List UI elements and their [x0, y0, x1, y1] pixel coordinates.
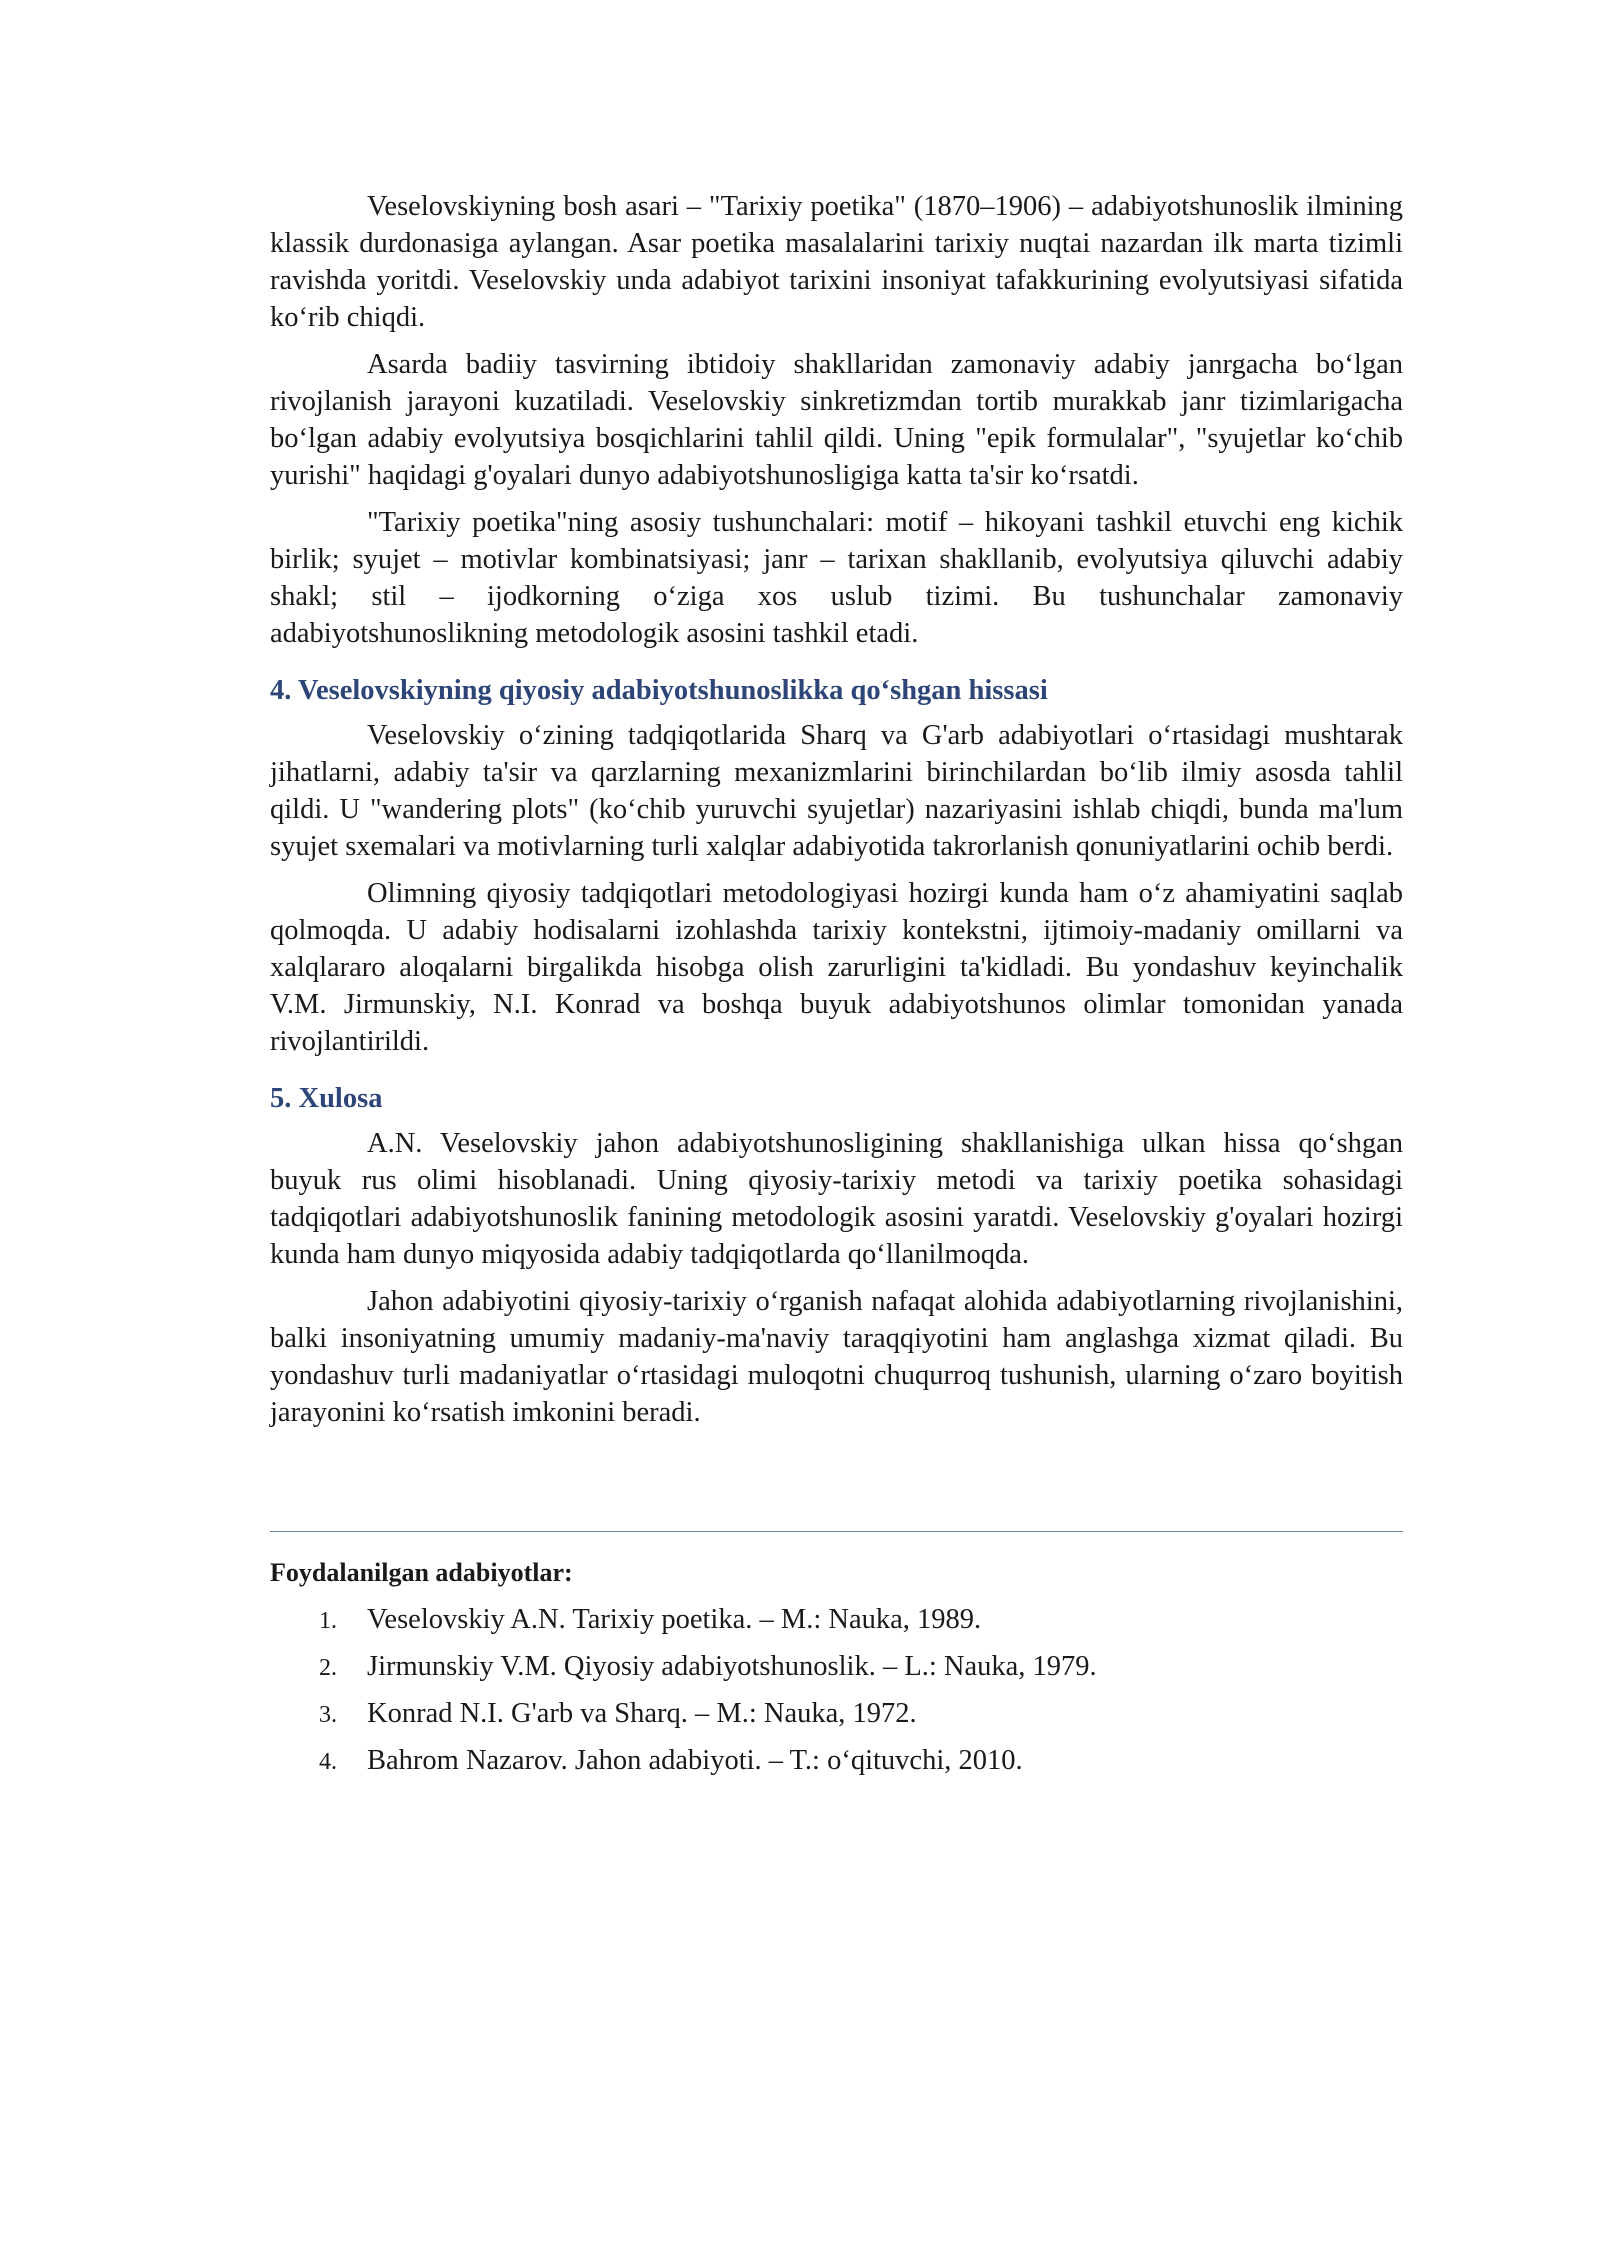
body-paragraph: Veselovskiy o‘zining tadqiqotlarida Sharq va G'arb adabiyotlari o‘rtasidagi mushtarak jihatlarni, adabiy ta'sir va qarzlarning mexanizmlarini birinchilardan bo‘lib ilmiy asosda tahlil qildi. U "wandering plots" (ko‘chib yuruvchi syujetlar) nazariyasini ishlab chiqdi, bunda ma'lum syujet sxemalari va motivlarning turli xalqlar adabiyotida takrorlanish qonuniyatlarini ochib berdi.	[270, 720, 1403, 862]
reference-number: 2.	[319, 1655, 337, 1681]
body-paragraph: Olimning qiyosiy tadqiqotlari metodologiyasi hozirgi kunda ham o‘z ahamiyatini saqlab qolmoqda. U adabiy hodisalarni izohlashda tarixiy kontekstni, ijtimoiy-madaniy omillarni va xalqlararo aloqalarni birgalikda hisobga olish zarurligini ta'kidladi. Bu yondashuv keyinchalik V.M. Jirmunskiy, N.I. Konrad va boshqa buyuk adabiyotshunos olimlar tomonidan yanada rivojlantirildi.	[270, 878, 1403, 1057]
references-list	[270, 1601, 1403, 1781]
reference-number: 1.	[319, 1608, 337, 1634]
body-paragraph: Jahon adabiyotini qiyosiy-tarixiy o‘rganish nafaqat alohida adabiyotlarning rivojlanishini, balki insoniyatning umumiy madaniy-ma'naviy taraqqiyotini ham anglashga xizmat qiladi. Bu yondashuv turli madaniyatlar o‘rtasidagi muloqotni chuqurroq tushunish, ularning o‘zaro boyitish jarayonini ko‘rsatish imkonini beradi.	[270, 1286, 1403, 1428]
reference-item	[270, 1742, 1403, 1781]
reference-item	[270, 1648, 1403, 1687]
body-paragraph: "Tarixiy poetika"ning asosiy tushunchalari: motif – hikoyani tashkil etuvchi eng kichik birlik; syujet – motivlar kombinatsiyasi; janr – tarixan shakllanib, evolyutsiya qiluvchi adabiy shakl; stil – ijodkorning o‘ziga xos uslub tizimi. Bu tushunchalar zamonaviy adabiyotshunoslikning metodologik asosini tashkil etadi.	[270, 507, 1403, 649]
references-title: Foydalanilgan adabiyotlar:	[270, 1558, 573, 1587]
section-heading: 4. Veselovskiyning qiyosiy adabiyotshunoslikka qo‘shgan hissasi	[270, 675, 1048, 706]
document-page	[270, 188, 1403, 1789]
reference-number: 3.	[319, 1702, 337, 1728]
reference-item	[270, 1601, 1403, 1640]
body-paragraph: Asarda badiiy tasvirning ibtidoiy shakllaridan zamonaviy adabiy janrgacha bo‘lgan rivojlanish jarayoni kuzatiladi. Veselovskiy sinkretizmdan tortib murakkab janr tizimlarigacha bo‘lgan adabiy evolyutsiya bosqichlarini tahlil qildi. Uning "epik formulalar", "syujetlar ko‘chib yurishi" haqidagi g'oyalari dunyo adabiyotshunosligiga katta ta'sir ko‘rsatdi.	[270, 349, 1403, 491]
reference-number: 4.	[319, 1749, 337, 1775]
reference-text: Bahrom Nazarov. Jahon adabiyoti. – T.: o‘qituvchi, 2010.	[367, 1745, 1023, 1776]
reference-text: Veselovskiy A.N. Tarixiy poetika. – M.: Nauka, 1989.	[367, 1604, 982, 1635]
body-paragraph: Veselovskiyning bosh asari – "Tarixiy poetika" (1870–1906) – adabiyotshunoslik ilmining klassik durdonasiga aylangan. Asar poetika masalalarini tarixiy nuqtai nazardan ilk marta tizimli ravishda yoritdi. Veselovskiy unda adabiyot tarixini insoniyat tafakkurining evolyutsiyasi sifatida ko‘rib chiqdi.	[270, 191, 1403, 333]
reference-item	[270, 1695, 1403, 1734]
reference-text: Konrad N.I. G'arb va Sharq. – M.: Nauka, 1972.	[367, 1698, 917, 1729]
footnote-divider	[270, 1531, 1403, 1532]
section-heading: 5. Xulosa	[270, 1083, 383, 1114]
body-paragraph: A.N. Veselovskiy jahon adabiyotshunosligining shakllanishiga ulkan hissa qo‘shgan buyuk rus olimi hisoblanadi. Uning qiyosiy-tarixiy metodi va tarixiy poetika sohasidagi tadqiqotlari adabiyotshunoslik fanining metodologik asosini yaratdi. Veselovskiy g'oyalari hozirgi kunda ham dunyo miqyosida adabiy tadqiqotlarda qo‘llanilmoqda.	[270, 1128, 1403, 1270]
reference-text: Jirmunskiy V.M. Qiyosiy adabiyotshunoslik. – L.: Nauka, 1979.	[367, 1651, 1097, 1682]
